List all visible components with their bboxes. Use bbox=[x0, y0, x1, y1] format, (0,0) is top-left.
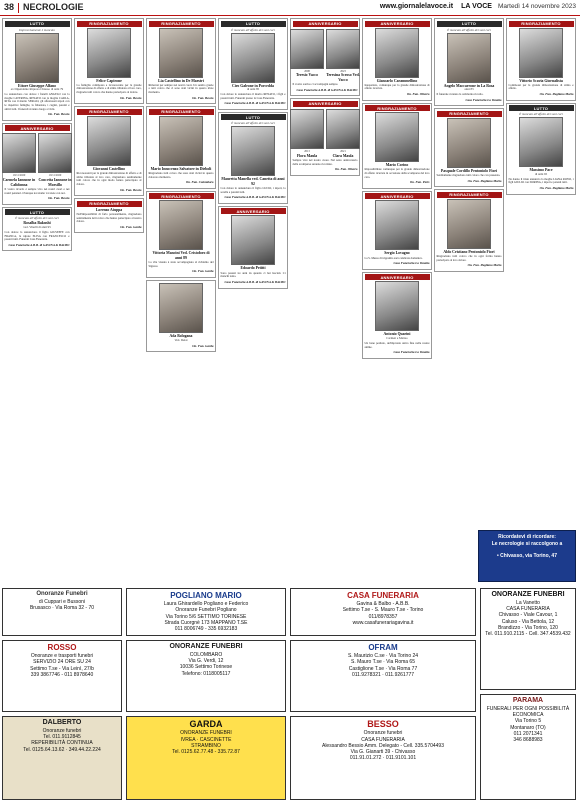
funeral-home-signature: On. Fun. Bessio bbox=[192, 95, 214, 100]
date-range: 2021 bbox=[340, 149, 346, 153]
ad-line: Brandizzo - Via Torino, 120 bbox=[498, 624, 558, 631]
deceased-name: Pasquale Cordillo Pentoniolo Fiori bbox=[440, 168, 498, 173]
obituary-block bbox=[506, 103, 576, 195]
notice-line-1: Ricordatevi di ricordare: bbox=[498, 534, 556, 540]
deceased-name: Lorenzo Aiuppa bbox=[95, 207, 123, 212]
portrait-photo bbox=[290, 29, 324, 69]
page-header bbox=[0, 0, 580, 16]
portrait-photo bbox=[447, 118, 491, 168]
ad-title: ROSSO bbox=[47, 643, 77, 652]
deceased-name: Concetta Iannone in Morsillo bbox=[38, 178, 72, 187]
announcement-text: Un bene perduto, un'impronta unica fine nelle nostre anime. bbox=[364, 341, 430, 349]
ad-line: Telefono: 0118005117 bbox=[181, 670, 231, 677]
portrait-photo bbox=[15, 33, 59, 83]
page-number: 38 bbox=[4, 1, 15, 12]
ad-line: Tel. 011.910.2115 - Cell. 347.4539.432 bbox=[485, 631, 571, 637]
ad-line: Alessandro Bessio Amm. Delegato - Cell. 335.5704493 bbox=[321, 742, 444, 749]
notice-type-tag: RINGRAZIAMENTO bbox=[365, 105, 430, 111]
funeral-home-signature: Casa Funeraria La Vanetto bbox=[465, 97, 502, 102]
date-range: 19/11/2020 bbox=[12, 174, 26, 178]
pair-member bbox=[2, 132, 36, 187]
ad-title: ONORANZE FUNEBRI bbox=[491, 591, 565, 598]
name-subtitle: ved. Vinelli di anni 95 bbox=[23, 225, 51, 230]
pair-member bbox=[290, 108, 324, 158]
advertisement-ad-1 bbox=[2, 588, 122, 636]
ad-line: 346 8688983 bbox=[513, 737, 543, 743]
announcement-text: Con dolore lo annunciano il figlio LUCIO, i nipoti, la sorella e parenti tutti. bbox=[220, 186, 286, 194]
ad-line: Tel. 0125.64.13.62 · 349.44.22.224 bbox=[23, 746, 101, 753]
funeral-home-signature: Casa Funeraria A.B.B. di GAVINA & BALBO bbox=[296, 87, 358, 92]
announcement-text: Con dolore lo annunciano il marito RENATO, i figli e parenti tutti. Funerali presso la Casa Funeraria. bbox=[220, 92, 286, 100]
pair-member bbox=[326, 28, 360, 83]
ad-title: DALBERTO bbox=[42, 719, 82, 726]
photo-pair bbox=[2, 132, 72, 187]
announcement-text: Il vostro ricordo è sempre vivo nei nostri cuori e nei nostri pensieri. Ovunque noi siamo voi siete con noi. bbox=[4, 187, 70, 195]
date-range: 2013 bbox=[304, 149, 310, 153]
ad-title: OFRAM bbox=[368, 643, 398, 652]
obituary-block bbox=[434, 189, 504, 272]
portrait-photo bbox=[159, 283, 203, 333]
notice-type-tag: LUTTO bbox=[437, 21, 502, 27]
notice-type-tag: LUTTO bbox=[221, 21, 286, 27]
advertisement-ad-2 bbox=[126, 588, 286, 636]
announcement-text: Con dolore lo annunciano il figlio GIUSEPPE con FRANCA, la nipote ELISA con FRANCESCO e parenti tutti. Funerali Casa Funeraria. bbox=[4, 230, 70, 242]
notice-type-tag: ANNIVERSARIO bbox=[293, 21, 358, 27]
column-8 bbox=[506, 18, 576, 584]
announcement-text: Sentitamente ringraziano tutti coloro che con presenza. bbox=[436, 173, 501, 178]
notice-type-tag: ANNIVERSARIO bbox=[293, 101, 358, 107]
column-4 bbox=[218, 18, 288, 584]
portrait-photo bbox=[519, 28, 563, 78]
notice-type-tag: LUTTO bbox=[221, 114, 286, 120]
notice-type-tag: LUTTO bbox=[5, 209, 70, 215]
obituary-block bbox=[362, 18, 432, 101]
announcement-text: Ne danno il triste annuncio la moglie LIANA ROSSI, i figli GIULIO con DORINA, i nipoti e parenti tutti. bbox=[508, 176, 574, 185]
ad-line: 10036 Settimo Torinese bbox=[179, 664, 233, 671]
column-5 bbox=[290, 18, 360, 584]
funeral-home-signature: Casa Funeraria A.B.B. di GAVINA & BALBO bbox=[224, 195, 286, 200]
column-2 bbox=[74, 18, 144, 584]
advertisement-ad-6 bbox=[126, 640, 286, 712]
funeral-home-signature: On. Fun. Pugliano Mario bbox=[467, 178, 502, 183]
deceased-name: Mario Corino bbox=[385, 163, 409, 168]
deceased-name: Teresio Vacco bbox=[295, 73, 319, 78]
column-7 bbox=[434, 18, 504, 584]
obituary-block bbox=[434, 108, 504, 187]
ad-line: Laura Ghirardello Pogliano e Federico bbox=[163, 601, 249, 607]
funeral-home-signature: On. Fun. Garda bbox=[192, 269, 214, 274]
obituary-block bbox=[2, 207, 72, 252]
advertisement-ad-8 bbox=[126, 716, 286, 800]
notice-type-tag: ANNIVERSARIO bbox=[365, 21, 430, 27]
announcement-text: Il vostro sorriso ci accompagni sempre. bbox=[292, 82, 339, 87]
deceased-name: Edoardo Petitti bbox=[240, 266, 266, 271]
portrait-photo bbox=[159, 28, 203, 78]
advertisement-ad-9 bbox=[290, 716, 476, 800]
ad-line: Onoranze funebri bbox=[42, 727, 82, 734]
deceased-name: Felice Capirone bbox=[96, 78, 122, 83]
notice-line-3: • Chivasso, via Torino, 47 bbox=[496, 552, 557, 559]
deceased-name: Ettore Giuseppe Alfano bbox=[17, 83, 57, 88]
deceased-name: Ciro Galeone in Porcedda bbox=[232, 83, 274, 88]
intro-text: È mancato all'affetto dei suoi cari bbox=[231, 27, 275, 32]
funeral-home-signature: On. Fun. Pugliano Mario bbox=[467, 263, 502, 268]
ad-line: ONORANZE FUNEBRI bbox=[180, 730, 232, 737]
portrait-photo bbox=[290, 109, 324, 149]
ad-title: GARDA bbox=[189, 719, 223, 729]
advertisement-ad-4 bbox=[480, 588, 576, 690]
photo-pair bbox=[293, 28, 358, 83]
ad-line: Onoranze Funebri Pogliano bbox=[175, 607, 237, 614]
deceased-name: Giancarlo Carammellino bbox=[376, 78, 418, 83]
portrait-photo bbox=[375, 28, 419, 78]
deceased-name: Flora Maula bbox=[296, 153, 318, 158]
announcement-text: La famiglia commossa e riconoscente per la grande dimostrazione di affetto e di stima tributata al loro caro, ringrazia tutti coloro che hanno partecipato al dolore. bbox=[76, 82, 142, 95]
column-6 bbox=[362, 18, 432, 584]
portrait-photo bbox=[375, 112, 419, 162]
portrait-photo bbox=[519, 117, 563, 167]
ad-line: La Vanetto bbox=[516, 599, 540, 606]
issue-date: Martedì 14 novembre 2023 bbox=[497, 3, 576, 11]
advertisement-ad-5 bbox=[2, 640, 122, 712]
ad-line: Gavina & Balbo - A.B.B. bbox=[356, 601, 410, 607]
announcement-text: Impossibilitate comunque per la grande dimostrazione di affetto ricevuta in occasione della scomparsa del loro caro. bbox=[364, 167, 430, 179]
funeral-home-signature: On. Fun. Garda bbox=[120, 224, 142, 229]
portrait-photo bbox=[159, 116, 203, 166]
pair-member bbox=[38, 132, 72, 187]
ad-title: POGLIANO MARIO bbox=[170, 591, 242, 600]
deceased-name: Massimo Pace bbox=[529, 168, 553, 173]
obituary-block bbox=[146, 18, 216, 104]
intro-text: Improvvisamente è mancato bbox=[19, 27, 55, 32]
intro-text: È mancata all'affetto dei suoi cari bbox=[15, 216, 59, 221]
ad-title: CASA FUNERARIA bbox=[347, 591, 419, 600]
announcement-text: Sono passati tre anni da quando ci hai lasciati. Ci manchi tanto. bbox=[220, 270, 286, 279]
obituary-block bbox=[74, 106, 144, 196]
ad-line: Tel. 0125.62.77.48 - 335.72.87 bbox=[172, 749, 240, 755]
notice-type-tag: RINGRAZIAMENTO bbox=[509, 21, 574, 27]
portrait-photo bbox=[231, 215, 275, 265]
portrait-photo bbox=[447, 33, 491, 83]
notice-type-tag: RINGRAZIAMENTO bbox=[437, 111, 502, 117]
obituary-block bbox=[290, 98, 360, 176]
advertisement-ad-11 bbox=[480, 694, 576, 800]
deceased-name: Mario Innocenzo Salvatore in Dieboli bbox=[150, 166, 212, 171]
intro-text: È mancato all'affetto dei suoi cari bbox=[231, 121, 275, 126]
notice-type-tag: RINGRAZIAMENTO bbox=[77, 201, 142, 207]
deceased-name: Aldo Cristiano Pentoniolo Fiori bbox=[443, 249, 495, 254]
date-range: 2023 bbox=[340, 69, 346, 73]
advertisement-ad-7 bbox=[290, 640, 476, 712]
notice-type-tag: ANNIVERSARIO bbox=[365, 193, 430, 199]
ad-line: 011/8978357 bbox=[368, 613, 398, 620]
deceased-name: Ada Bologana bbox=[169, 334, 193, 339]
ad-line: STRAMBINO bbox=[191, 742, 221, 749]
advertisement-ad-3 bbox=[290, 588, 476, 636]
ad-line: CASA FUNERARIA bbox=[506, 606, 550, 612]
ad-line: Chivasso - Viale Cavour, 1 bbox=[498, 612, 558, 619]
notice-type-tag: RINGRAZIAMENTO bbox=[77, 109, 142, 115]
name-subtitle: Ved. Deiai bbox=[174, 338, 188, 343]
deceased-name: Vittorio Scavia Giornalista bbox=[519, 78, 563, 83]
notice-type-tag: ANNIVERSARIO bbox=[365, 274, 430, 280]
obituary-block bbox=[506, 18, 576, 101]
ad-line: Caluso - Via Bettola, 12 bbox=[501, 618, 555, 625]
funeral-home-signature: Casa Funeraria A.B.B. di GAVINA & BALBO bbox=[8, 242, 70, 247]
ad-line: Settimo T.se - S. Mauro T.se - Torino bbox=[342, 607, 424, 614]
deceased-name: Clara Maula bbox=[332, 153, 354, 158]
date-range: 19/11/2020 bbox=[48, 174, 62, 178]
obituary-block bbox=[362, 272, 432, 359]
ad-line: Strada Cuorgnè 173 MAPPANO T.SE bbox=[164, 619, 248, 626]
funeral-home-signature: On. Fun. Bessio bbox=[48, 112, 70, 117]
portrait-photo bbox=[38, 133, 72, 173]
obituary-block bbox=[146, 106, 216, 189]
announcement-text: Ringraziano tutti coloro che sono stati vicini in questo doloroso momento. bbox=[148, 171, 214, 179]
notice-type-tag: RINGRAZIAMENTO bbox=[437, 192, 502, 198]
ad-line: 011 8006749 - 335 6932183 bbox=[174, 626, 238, 632]
column-1 bbox=[2, 18, 72, 584]
funeral-home-signature: On. Fun. Garda bbox=[192, 343, 214, 348]
announcement-text: Sempre vive nel nostro cuore. Nel sesto anniversario della scomparsa saranno ricordate. bbox=[292, 158, 358, 166]
ad-line: IVREA · CASCINETTE bbox=[180, 736, 232, 743]
ad-line: CASA FUNERARIA bbox=[361, 736, 405, 743]
deceased-name: Carmela Iannone in Calidonna bbox=[2, 178, 36, 187]
portrait-photo bbox=[2, 133, 36, 173]
ad-line: Onoranze funebri bbox=[363, 730, 403, 737]
obituary-block bbox=[218, 18, 288, 110]
announcement-text: Lo annunciano con dolore i fratelli ANGELO con la moglie CATERINA, RENATO con la moglie CARLA, RITA con il marito SERGIO, gli affezionati nipoti con le rispettive famiglie, la fidanzata, i cugini, parenti e amici tutti. I funerali avranno luogo a Ciriè. bbox=[4, 92, 70, 111]
name-subtitle: di anni 65 bbox=[534, 171, 548, 176]
announcement-text: Il funerale avranno la cerimonia ricordo. bbox=[436, 92, 484, 97]
announcement-text: La vita vissuta è stata accompagnata al richiamo del Signore. bbox=[148, 260, 214, 268]
pair-member bbox=[290, 28, 324, 83]
obituary-block bbox=[74, 198, 144, 233]
announcement-text: Ringraziano tutti coloro che in ogni forma hanno partecipato al loro dolore. bbox=[436, 254, 502, 262]
ad-line: Brusasco · Via Roma 32 - 70 bbox=[29, 604, 95, 611]
funeral-home-signature: Casa Funeraria La Vanetto bbox=[393, 261, 430, 266]
funeral-home-signature: On. Fun. Bessio bbox=[120, 187, 142, 192]
notice-line-2: Le necrologie si raccolgono a bbox=[491, 541, 563, 548]
ad-line: S. Maurizio C.se · Via Torino 24 bbox=[347, 653, 419, 659]
obituary-block bbox=[146, 280, 216, 352]
website-link[interactable]: www.giornalelavoce.it bbox=[379, 3, 454, 11]
ad-line: COLOMBARO bbox=[189, 651, 223, 658]
deceased-name: Lia Castellino in De Maestri bbox=[158, 78, 204, 83]
portrait-photo bbox=[87, 28, 131, 78]
portrait-photo bbox=[375, 200, 419, 250]
deceased-name: Sergio Lovagno bbox=[384, 251, 410, 256]
deceased-name: Giovanni Castellino bbox=[92, 166, 126, 171]
notice-type-tag: ANNIVERSARIO bbox=[221, 208, 286, 214]
notice-type-tag: RINGRAZIAMENTO bbox=[149, 109, 214, 115]
obituary-block bbox=[74, 18, 144, 104]
obituary-block bbox=[218, 112, 288, 204]
ad-line: di Cuppari e Bussoni bbox=[38, 598, 86, 605]
ad-line: 339 3867746 - 011 8978640 bbox=[30, 671, 94, 678]
ad-line: Via Torino 5/6 SETTIMO TORINESE bbox=[165, 613, 247, 620]
obituary-block bbox=[146, 191, 216, 278]
ad-line: 011.91.01.272 · 011.9101.101 bbox=[349, 755, 417, 762]
ad-line: Via G. Gianarti 39 - Chivasso bbox=[350, 749, 416, 755]
funeral-home-signature: On. Fun. Bessio bbox=[48, 196, 70, 201]
notice-type-tag: ANNIVERSARIO bbox=[5, 125, 70, 131]
obituary-grid bbox=[2, 18, 578, 584]
funeral-home-signature: On. Fun. Pugliano Mario bbox=[539, 92, 574, 97]
name-subtitle: Carmen e Matteo bbox=[386, 336, 408, 341]
deceased-name: Mauretta Manella ved. Canetta di anni 92 bbox=[221, 177, 285, 186]
column-3 bbox=[146, 18, 216, 584]
ad-line: Montanaro (TO) bbox=[510, 724, 546, 731]
obituary-block bbox=[434, 18, 504, 106]
funeral-home-signature: Casa Funeraria A.B.B. di GAVINA & BALBO bbox=[224, 280, 286, 285]
announcement-text: Commossi per la grande dimostrazione di stima e affetto. bbox=[508, 82, 574, 91]
date-range: 2008 bbox=[304, 69, 310, 73]
portrait-photo bbox=[326, 109, 360, 149]
obituary-block bbox=[362, 103, 432, 189]
obituary-block bbox=[218, 206, 288, 289]
ad-line: Castiglione T.se · Via Roma 77 bbox=[348, 665, 418, 672]
notice-type-tag: LUTTO bbox=[509, 105, 574, 111]
ad-line: 011 2071341 bbox=[513, 730, 543, 737]
ad-line: Via Torino 5 bbox=[514, 718, 542, 725]
portrait-photo bbox=[231, 33, 275, 83]
ad-line: Onoranze e trasporti funebri bbox=[30, 653, 94, 659]
name-subtitle: di anni 85 bbox=[246, 87, 260, 92]
header-separator bbox=[18, 3, 19, 13]
announcement-text: La S. Messa di trigesimo sarà celebrata domenica. bbox=[364, 255, 423, 260]
ad-title: ONORANZE FUNEBRI bbox=[169, 643, 243, 650]
portrait-photo bbox=[87, 116, 131, 166]
announcement-text: Riconoscenti per la grande dimostrazione di affetto e di stima tributata al loro caro, ringraziano sentitamente tutti coloro che in ogni modo hanno partecipato al dolore. bbox=[76, 171, 142, 186]
ad-line: S. Mauro T.se · Via Roma 65 bbox=[350, 659, 415, 666]
portrait-photo bbox=[326, 29, 360, 69]
ad-title: Onoranze Funebri bbox=[36, 591, 88, 597]
deceased-name: Rosalba Bakushi bbox=[23, 221, 51, 226]
advertisement-ad-10 bbox=[2, 716, 122, 800]
ad-line: REPERIBILITÀ CONTINUA bbox=[31, 740, 93, 747]
ad-line: 011.9278321 · 011.9261777 bbox=[351, 671, 415, 678]
funeral-home-signature: Casa Funeraria A.B.B. di GAVINA & BALBO bbox=[224, 101, 286, 106]
pair-member bbox=[326, 108, 360, 158]
obituary-block bbox=[362, 191, 432, 270]
obituary-block bbox=[2, 18, 72, 121]
ad-line: Via G. Verdi, 12 bbox=[188, 658, 224, 664]
portrait-photo bbox=[231, 126, 275, 176]
funeral-home-signature: On. Fun. Olivero bbox=[334, 167, 358, 172]
ad-title: BESSO bbox=[367, 719, 399, 729]
portrait-photo bbox=[375, 281, 419, 331]
ad-line: Settimo T.se - Via Leinì, 27/b bbox=[30, 665, 94, 672]
intro-text: È mancato all'affetto dei suoi cari bbox=[519, 112, 563, 117]
portrait-photo bbox=[447, 199, 491, 249]
section-title: NECROLOGIE bbox=[23, 1, 84, 12]
deceased-name: Vittoria Mancini Ved. Cristoforo di anni 89 bbox=[152, 251, 210, 260]
funeral-home-signature: On. Fun. Colombaro bbox=[185, 180, 214, 185]
announcement-text: Rimarrai per sempre nei nostri cuori. Un sentito grazie a tutti coloro che ci sono stati vicini in questo triste momento. bbox=[148, 82, 214, 95]
portrait-photo bbox=[159, 200, 203, 250]
ad-line: www.casafunerariagavina.it bbox=[352, 619, 414, 626]
notice-type-tag: RINGRAZIAMENTO bbox=[77, 21, 142, 27]
ad-line: FUNERALI PER OGNI POSSIBILITÀ ECONOMICA bbox=[486, 705, 570, 718]
photo-pair bbox=[293, 108, 358, 158]
funeral-home-signature: On. Fun. Olivero bbox=[406, 92, 430, 97]
newspaper-name: LA VOCE bbox=[461, 3, 492, 11]
name-subtitle: anni 83 bbox=[464, 87, 474, 92]
funeral-home-signature: On. Fun. Peris bbox=[409, 180, 430, 185]
funeral-home-signature: On. Fun. Pugliano Mario bbox=[539, 186, 574, 191]
notice-type-tag: LUTTO bbox=[5, 21, 70, 27]
obituary-block bbox=[290, 18, 360, 96]
announcement-text: Inaspettato, comunque per la grande dimostrazione di affetto ricevuta. bbox=[364, 82, 430, 91]
deceased-name: Teresina Scroso Ved. Vacco bbox=[326, 73, 360, 82]
funeral-home-signature: Casa Funeraria La Vanetto bbox=[393, 350, 430, 355]
ad-line: SERVIZIO 24 ORE SU 24 bbox=[33, 659, 91, 666]
ad-line: Tel. 011.9112845 bbox=[43, 734, 81, 740]
notice-box bbox=[478, 530, 576, 582]
funeral-home-signature: On. Fun. Bessio bbox=[120, 95, 142, 100]
obituary-block bbox=[2, 123, 72, 205]
notice-type-tag: RINGRAZIAMENTO bbox=[149, 21, 214, 27]
deceased-name: Antonio Quarini bbox=[383, 332, 411, 337]
name-subtitle: ex Dipendente Impresa Chiesso di anni 79 bbox=[10, 87, 64, 92]
deceased-name: Angelo Maccarrone in La Rosa bbox=[443, 83, 495, 88]
notice-type-tag: RINGRAZIAMENTO bbox=[149, 193, 214, 199]
announcement-text: Nell'impossibilità di farlo personalmente, ringraziano sentitamente tutti coloro che hanno partecipato al nostro dolore. bbox=[76, 211, 142, 224]
intro-text: È mancato all'affetto dei suoi cari bbox=[447, 27, 491, 32]
ad-title: PARAMA bbox=[512, 697, 544, 704]
